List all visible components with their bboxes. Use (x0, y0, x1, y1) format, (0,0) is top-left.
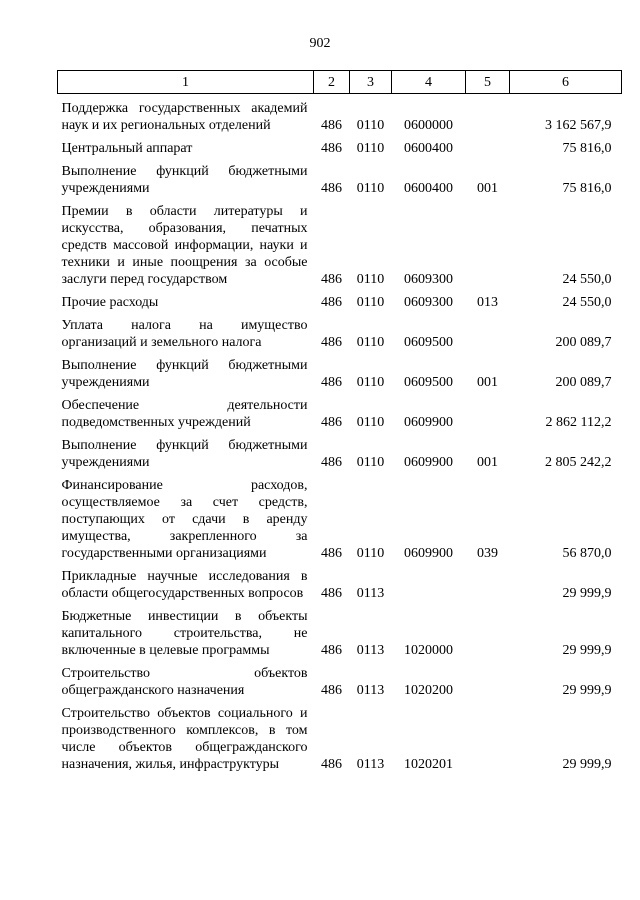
row-ministry-code: 486 (321, 335, 342, 350)
row-name: Премии в области литературы и искусства, образования, печатных средств массовой информации, науки и техники и иные поощрения за особые заслуги перед государством (61, 204, 308, 287)
row-target-code: 0609300 (404, 295, 453, 310)
table-row (58, 608, 622, 665)
row-amount: 29 999,9 (562, 643, 612, 658)
row-expense-type-code: 001 (477, 455, 498, 470)
row-ministry-code: 486 (321, 643, 342, 658)
row-expense-type-code (466, 568, 510, 608)
row-name: Уплата налога на имущество организаций и земельного налога (61, 318, 308, 350)
row-name: Прикладные научные исследования в области общегосударственных вопросов (61, 569, 308, 601)
row-amount: 2 862 112,2 (545, 415, 612, 430)
row-section-code: 0110 (356, 141, 385, 156)
row-expense-type-code (466, 397, 510, 437)
row-target-code: 0600400 (404, 181, 453, 196)
row-expense-type-code (466, 317, 510, 357)
row-ministry-code: 486 (321, 586, 342, 601)
row-amount: 29 999,9 (562, 586, 612, 601)
row-section-code: 0110 (356, 272, 385, 287)
row-section-code: 0110 (356, 335, 385, 350)
row-section-code: 0110 (356, 546, 385, 561)
row-name: Выполнение функций бюджетными учреждениями (61, 164, 308, 196)
row-target-code: 0609500 (404, 375, 453, 390)
row-amount: 75 816,0 (562, 141, 612, 156)
row-section-code: 0110 (356, 455, 385, 470)
row-section-code: 0113 (356, 757, 385, 772)
table-row (58, 665, 622, 705)
row-section-code: 0113 (356, 683, 385, 698)
column-header-2: 2 (314, 71, 350, 94)
table-row (58, 317, 622, 357)
row-ministry-code: 486 (321, 757, 342, 772)
row-name: Прочие расходы (61, 295, 159, 310)
row-name: Центральный аппарат (61, 141, 193, 156)
row-ministry-code: 486 (321, 272, 342, 287)
table-row (58, 437, 622, 477)
table-row (58, 203, 622, 294)
row-ministry-code: 486 (321, 118, 342, 133)
row-section-code: 0110 (356, 181, 385, 196)
row-name: Финансирование расходов, осуществляемое за счет средств, поступающих от сдачи в аренду имущества, закрепленного за государственными организациями (61, 478, 308, 561)
row-name: Выполнение функций бюджетными учреждениями (61, 438, 308, 470)
table-row (58, 357, 622, 397)
row-name: Строительство объектов социального и производственного комплексов, в том числе объектов общегражданского назначения, жилья, инфраструктуры (61, 706, 308, 772)
column-header-3: 3 (350, 71, 392, 94)
row-expense-type-code: 013 (477, 295, 498, 310)
row-target-code: 1020201 (404, 757, 453, 772)
row-expense-type-code (466, 705, 510, 779)
row-section-code: 0110 (356, 118, 385, 133)
row-name: Выполнение функций бюджетными учреждениями (61, 358, 308, 390)
row-amount: 3 162 567,9 (545, 118, 612, 133)
column-header-6: 6 (510, 71, 622, 94)
row-target-code (392, 568, 466, 608)
row-amount: 29 999,9 (562, 683, 612, 698)
row-target-code: 0609300 (404, 272, 453, 287)
row-ministry-code: 486 (321, 141, 342, 156)
budget-table (57, 70, 622, 779)
row-section-code: 0113 (356, 643, 385, 658)
row-amount: 200 089,7 (555, 335, 612, 350)
row-ministry-code: 486 (321, 295, 342, 310)
row-amount: 29 999,9 (562, 757, 612, 772)
row-target-code: 0609500 (404, 335, 453, 350)
table-body (58, 94, 622, 780)
table-row (58, 140, 622, 163)
row-amount: 2 805 242,2 (545, 455, 612, 470)
row-target-code: 0609900 (404, 546, 453, 561)
row-ministry-code: 486 (321, 375, 342, 390)
row-amount: 75 816,0 (562, 181, 612, 196)
page-number: 902 (309, 36, 331, 51)
table-row (58, 94, 622, 141)
row-amount: 200 089,7 (555, 375, 612, 390)
row-section-code: 0113 (356, 586, 385, 601)
row-section-code: 0110 (356, 295, 385, 310)
header-row (58, 71, 622, 94)
row-target-code: 1020000 (404, 643, 453, 658)
row-ministry-code: 486 (321, 455, 342, 470)
row-ministry-code: 486 (321, 181, 342, 196)
column-header-1: 1 (58, 71, 314, 94)
table-row (58, 294, 622, 317)
row-expense-type-code (466, 203, 510, 294)
row-section-code: 0110 (356, 415, 385, 430)
row-expense-type-code (466, 94, 510, 141)
row-target-code: 0600400 (404, 141, 453, 156)
row-target-code: 0609900 (404, 455, 453, 470)
row-name: Строительство объектов общегражданского назначения (61, 666, 308, 698)
row-expense-type-code: 001 (477, 375, 498, 390)
row-name: Поддержка государственных академий наук и их региональных отделений (61, 101, 308, 133)
table-row (58, 477, 622, 568)
row-section-code: 0110 (356, 375, 385, 390)
row-name: Бюджетные инвестиции в объекты капитального строительства, не включенные в целевые программы (61, 609, 308, 658)
table-row (58, 163, 622, 203)
row-name: Обеспечение деятельности подведомственных учреждений (61, 398, 308, 430)
row-amount: 24 550,0 (562, 272, 612, 287)
column-header-4: 4 (392, 71, 466, 94)
row-target-code: 0600000 (404, 118, 453, 133)
row-target-code: 1020200 (404, 683, 453, 698)
row-expense-type-code (466, 140, 510, 163)
table-row (58, 397, 622, 437)
row-amount: 56 870,0 (562, 546, 612, 561)
row-amount: 24 550,0 (562, 295, 612, 310)
table-row (58, 705, 622, 779)
row-expense-type-code (466, 608, 510, 665)
row-target-code: 0609900 (404, 415, 453, 430)
row-expense-type-code: 001 (477, 181, 498, 196)
row-expense-type-code (466, 665, 510, 705)
row-ministry-code: 486 (321, 683, 342, 698)
row-expense-type-code: 039 (477, 546, 498, 561)
row-ministry-code: 486 (321, 546, 342, 561)
table-row (58, 568, 622, 608)
row-ministry-code: 486 (321, 415, 342, 430)
column-header-5: 5 (466, 71, 510, 94)
